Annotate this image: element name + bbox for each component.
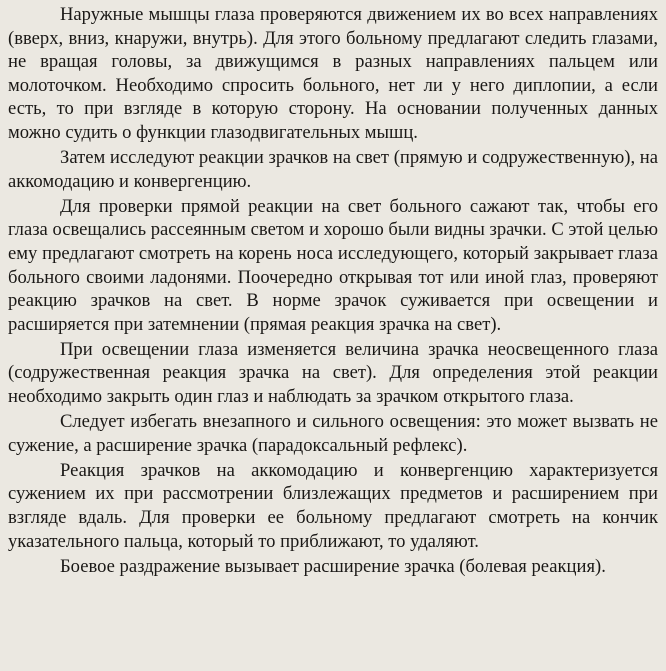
body-text bbox=[8, 3, 658, 578]
paragraph-direct-light-reaction: Для проверки прямой реакции на свет больного сажают так, чтобы его глаза освещались рассеянным светом и хорошо были видны зрачки. С этой целью ему предлагают смотреть на корень носа исследующего, который закрывает глаза больного своими ладонями. Поочередно открывая тот или иной глаз, проверяют реакцию зрачков на свет. В норме зрачок суживается при освещении и расширяется при затемнении (прямая реакция зрачка на свет). bbox=[8, 195, 658, 335]
paragraph-paradoxical-reflex: Следует избегать внезапного и сильного освещения: это может вызвать не сужение, а расширение зрачка (парадоксальный рефлекс). bbox=[8, 411, 658, 456]
paragraph-pain-reaction: Боевое раздражение вызывает расширение зрачка (болевая реакция). bbox=[60, 555, 606, 577]
paragraph-consensual-reaction: При освещении глаза изменяется величина зрачка неосвещенного глаза (содружественная реакция зрачка на свет). Для определения этой реакции необходимо закрыть один глаз и наблюдать за зрачком открытого глаза. bbox=[8, 338, 658, 407]
paragraph-pupil-reactions-intro: Затем исследуют реакции зрачков на свет (прямую и содружественную), на аккомодацию и конвергенцию. bbox=[8, 147, 658, 192]
paragraph-eye-muscles: Наружные мышцы глаза проверяются движением их во всех направлениях (вверх, вниз, кнаружи, внутрь). Для этого больному предлагают следить глазами, не вращая головы, за движущимся в разных направлениях пальцем или молоточком. Необходимо спросить больного, нет ли у него диплопии, а если есть, то при взгляде в которую сторону. На основании полученных данных можно судить о функции глазодвигательных мышц. bbox=[8, 4, 658, 143]
paragraph-accommodation-convergence: Реакция зрачков на аккомодацию и конвергенцию характеризуется сужением их при рассмотрении близлежащих предметов и расширением при взгляде вдаль. Для проверки ее больному предлагают смотреть на кончик указательного пальца, который то приближают, то удаляют. bbox=[8, 459, 658, 552]
